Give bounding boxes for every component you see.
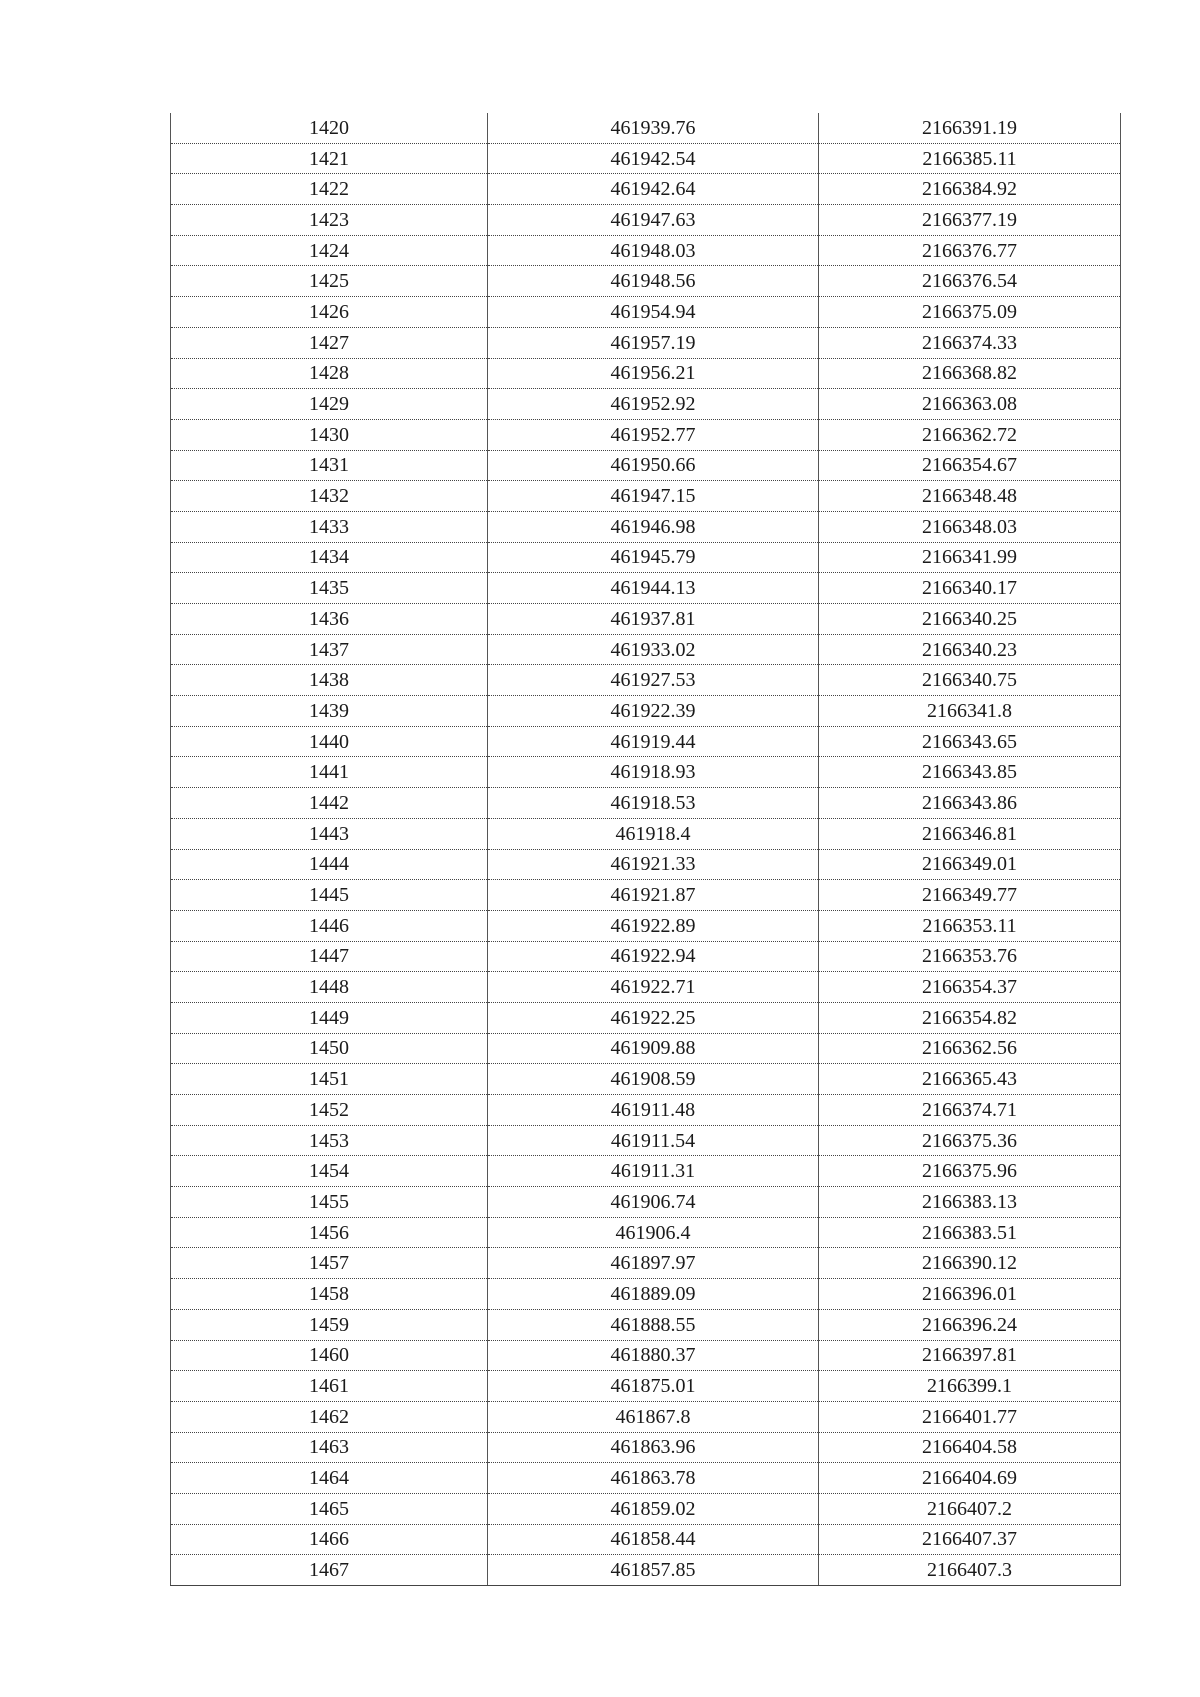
table-row bbox=[171, 113, 1121, 143]
y-coordinate-cell: 2166354.67 bbox=[819, 450, 1121, 481]
x-coordinate-cell: 461922.89 bbox=[488, 910, 819, 941]
y-coordinate-cell: 2166375.36 bbox=[819, 1125, 1121, 1156]
table-row bbox=[171, 1493, 1121, 1524]
x-coordinate-cell: 461857.85 bbox=[488, 1555, 819, 1586]
y-coordinate-cell: 2166346.81 bbox=[819, 818, 1121, 849]
point-number-cell: 1420 bbox=[171, 113, 488, 143]
table-row bbox=[171, 327, 1121, 358]
y-coordinate-cell: 2166376.54 bbox=[819, 266, 1121, 297]
point-number-cell: 1432 bbox=[171, 481, 488, 512]
x-coordinate-cell: 461922.25 bbox=[488, 1002, 819, 1033]
x-coordinate-cell: 461897.97 bbox=[488, 1248, 819, 1279]
point-number-cell: 1443 bbox=[171, 818, 488, 849]
point-number-cell: 1430 bbox=[171, 419, 488, 450]
x-coordinate-cell: 461889.09 bbox=[488, 1279, 819, 1310]
y-coordinate-cell: 2166349.01 bbox=[819, 849, 1121, 880]
table-row bbox=[171, 1432, 1121, 1463]
y-coordinate-cell: 2166343.85 bbox=[819, 757, 1121, 788]
point-number-cell: 1447 bbox=[171, 941, 488, 972]
y-coordinate-cell: 2166348.48 bbox=[819, 481, 1121, 512]
y-coordinate-cell: 2166353.11 bbox=[819, 910, 1121, 941]
point-number-cell: 1421 bbox=[171, 143, 488, 174]
x-coordinate-cell: 461918.4 bbox=[488, 818, 819, 849]
table-row bbox=[171, 910, 1121, 941]
x-coordinate-cell: 461922.94 bbox=[488, 941, 819, 972]
y-coordinate-cell: 2166390.12 bbox=[819, 1248, 1121, 1279]
y-coordinate-cell: 2166407.37 bbox=[819, 1524, 1121, 1555]
y-coordinate-cell: 2166340.23 bbox=[819, 634, 1121, 665]
table-row bbox=[171, 297, 1121, 328]
x-coordinate-cell: 461957.19 bbox=[488, 327, 819, 358]
x-coordinate-cell: 461952.77 bbox=[488, 419, 819, 450]
point-number-cell: 1435 bbox=[171, 573, 488, 604]
point-number-cell: 1457 bbox=[171, 1248, 488, 1279]
table-row bbox=[171, 1156, 1121, 1187]
coordinate-table-body bbox=[171, 113, 1121, 1586]
x-coordinate-cell: 461945.79 bbox=[488, 542, 819, 573]
x-coordinate-cell: 461922.71 bbox=[488, 972, 819, 1003]
point-number-cell: 1452 bbox=[171, 1095, 488, 1126]
y-coordinate-cell: 2166407.3 bbox=[819, 1555, 1121, 1586]
table-row bbox=[171, 1279, 1121, 1310]
point-number-cell: 1422 bbox=[171, 174, 488, 205]
table-row bbox=[171, 1002, 1121, 1033]
x-coordinate-cell: 461921.87 bbox=[488, 880, 819, 911]
point-number-cell: 1428 bbox=[171, 358, 488, 389]
y-coordinate-cell: 2166399.1 bbox=[819, 1371, 1121, 1402]
x-coordinate-cell: 461863.96 bbox=[488, 1432, 819, 1463]
y-coordinate-cell: 2166383.13 bbox=[819, 1187, 1121, 1218]
table-row bbox=[171, 511, 1121, 542]
x-coordinate-cell: 461858.44 bbox=[488, 1524, 819, 1555]
y-coordinate-cell: 2166391.19 bbox=[819, 113, 1121, 143]
point-number-cell: 1467 bbox=[171, 1555, 488, 1586]
point-number-cell: 1441 bbox=[171, 757, 488, 788]
x-coordinate-cell: 461918.53 bbox=[488, 788, 819, 819]
y-coordinate-cell: 2166374.71 bbox=[819, 1095, 1121, 1126]
x-coordinate-cell: 461919.44 bbox=[488, 726, 819, 757]
table-row bbox=[171, 143, 1121, 174]
y-coordinate-cell: 2166340.25 bbox=[819, 604, 1121, 635]
table-row bbox=[171, 1248, 1121, 1279]
x-coordinate-cell: 461933.02 bbox=[488, 634, 819, 665]
table-row bbox=[171, 1371, 1121, 1402]
y-coordinate-cell: 2166362.72 bbox=[819, 419, 1121, 450]
point-number-cell: 1458 bbox=[171, 1279, 488, 1310]
x-coordinate-cell: 461911.48 bbox=[488, 1095, 819, 1126]
x-coordinate-cell: 461942.64 bbox=[488, 174, 819, 205]
point-number-cell: 1451 bbox=[171, 1064, 488, 1095]
table-row bbox=[171, 1033, 1121, 1064]
point-number-cell: 1424 bbox=[171, 235, 488, 266]
point-number-cell: 1453 bbox=[171, 1125, 488, 1156]
y-coordinate-cell: 2166341.8 bbox=[819, 696, 1121, 727]
point-number-cell: 1459 bbox=[171, 1309, 488, 1340]
table-row bbox=[171, 419, 1121, 450]
table-row bbox=[171, 1095, 1121, 1126]
table-row bbox=[171, 849, 1121, 880]
table-row bbox=[171, 450, 1121, 481]
point-number-cell: 1450 bbox=[171, 1033, 488, 1064]
point-number-cell: 1464 bbox=[171, 1463, 488, 1494]
table-row bbox=[171, 1401, 1121, 1432]
table-row bbox=[171, 604, 1121, 635]
x-coordinate-cell: 461918.93 bbox=[488, 757, 819, 788]
y-coordinate-cell: 2166348.03 bbox=[819, 511, 1121, 542]
y-coordinate-cell: 2166396.01 bbox=[819, 1279, 1121, 1310]
y-coordinate-cell: 2166385.11 bbox=[819, 143, 1121, 174]
y-coordinate-cell: 2166353.76 bbox=[819, 941, 1121, 972]
point-number-cell: 1425 bbox=[171, 266, 488, 297]
point-number-cell: 1433 bbox=[171, 511, 488, 542]
table-row bbox=[171, 665, 1121, 696]
table-row bbox=[171, 235, 1121, 266]
table-row bbox=[171, 481, 1121, 512]
table-row bbox=[171, 389, 1121, 420]
table-row bbox=[171, 1555, 1121, 1586]
x-coordinate-cell: 461939.76 bbox=[488, 113, 819, 143]
table-row bbox=[171, 266, 1121, 297]
x-coordinate-cell: 461908.59 bbox=[488, 1064, 819, 1095]
table-row bbox=[171, 1340, 1121, 1371]
y-coordinate-cell: 2166349.77 bbox=[819, 880, 1121, 911]
point-number-cell: 1436 bbox=[171, 604, 488, 635]
y-coordinate-cell: 2166343.65 bbox=[819, 726, 1121, 757]
point-number-cell: 1460 bbox=[171, 1340, 488, 1371]
x-coordinate-cell: 461906.4 bbox=[488, 1217, 819, 1248]
y-coordinate-cell: 2166354.82 bbox=[819, 1002, 1121, 1033]
y-coordinate-cell: 2166401.77 bbox=[819, 1401, 1121, 1432]
point-number-cell: 1465 bbox=[171, 1493, 488, 1524]
y-coordinate-cell: 2166368.82 bbox=[819, 358, 1121, 389]
y-coordinate-cell: 2166376.77 bbox=[819, 235, 1121, 266]
y-coordinate-cell: 2166343.86 bbox=[819, 788, 1121, 819]
y-coordinate-cell: 2166375.09 bbox=[819, 297, 1121, 328]
point-number-cell: 1440 bbox=[171, 726, 488, 757]
y-coordinate-cell: 2166362.56 bbox=[819, 1033, 1121, 1064]
x-coordinate-cell: 461952.92 bbox=[488, 389, 819, 420]
table-row bbox=[171, 757, 1121, 788]
point-number-cell: 1427 bbox=[171, 327, 488, 358]
table-row bbox=[171, 818, 1121, 849]
table-row bbox=[171, 941, 1121, 972]
point-number-cell: 1442 bbox=[171, 788, 488, 819]
table-row bbox=[171, 696, 1121, 727]
table-row bbox=[171, 573, 1121, 604]
x-coordinate-cell: 461875.01 bbox=[488, 1371, 819, 1402]
point-number-cell: 1463 bbox=[171, 1432, 488, 1463]
x-coordinate-cell: 461946.98 bbox=[488, 511, 819, 542]
point-number-cell: 1426 bbox=[171, 297, 488, 328]
table-row bbox=[171, 634, 1121, 665]
y-coordinate-cell: 2166340.17 bbox=[819, 573, 1121, 604]
table-row bbox=[171, 358, 1121, 389]
y-coordinate-cell: 2166341.99 bbox=[819, 542, 1121, 573]
y-coordinate-cell: 2166397.81 bbox=[819, 1340, 1121, 1371]
point-number-cell: 1437 bbox=[171, 634, 488, 665]
x-coordinate-cell: 461922.39 bbox=[488, 696, 819, 727]
x-coordinate-cell: 461948.56 bbox=[488, 266, 819, 297]
table-row bbox=[171, 205, 1121, 236]
x-coordinate-cell: 461888.55 bbox=[488, 1309, 819, 1340]
point-number-cell: 1438 bbox=[171, 665, 488, 696]
table-row bbox=[171, 1064, 1121, 1095]
y-coordinate-cell: 2166407.2 bbox=[819, 1493, 1121, 1524]
y-coordinate-cell: 2166354.37 bbox=[819, 972, 1121, 1003]
point-number-cell: 1444 bbox=[171, 849, 488, 880]
table-row bbox=[171, 726, 1121, 757]
point-number-cell: 1445 bbox=[171, 880, 488, 911]
table-row bbox=[171, 1187, 1121, 1218]
point-number-cell: 1423 bbox=[171, 205, 488, 236]
y-coordinate-cell: 2166340.75 bbox=[819, 665, 1121, 696]
x-coordinate-cell: 461947.63 bbox=[488, 205, 819, 236]
y-coordinate-cell: 2166384.92 bbox=[819, 174, 1121, 205]
point-number-cell: 1448 bbox=[171, 972, 488, 1003]
x-coordinate-cell: 461867.8 bbox=[488, 1401, 819, 1432]
coordinate-table bbox=[170, 113, 1121, 1586]
x-coordinate-cell: 461947.15 bbox=[488, 481, 819, 512]
x-coordinate-cell: 461880.37 bbox=[488, 1340, 819, 1371]
y-coordinate-cell: 2166404.58 bbox=[819, 1432, 1121, 1463]
point-number-cell: 1446 bbox=[171, 910, 488, 941]
x-coordinate-cell: 461956.21 bbox=[488, 358, 819, 389]
y-coordinate-cell: 2166396.24 bbox=[819, 1309, 1121, 1340]
x-coordinate-cell: 461906.74 bbox=[488, 1187, 819, 1218]
table-row bbox=[171, 788, 1121, 819]
x-coordinate-cell: 461954.94 bbox=[488, 297, 819, 328]
x-coordinate-cell: 461911.54 bbox=[488, 1125, 819, 1156]
point-number-cell: 1455 bbox=[171, 1187, 488, 1218]
x-coordinate-cell: 461911.31 bbox=[488, 1156, 819, 1187]
x-coordinate-cell: 461909.88 bbox=[488, 1033, 819, 1064]
point-number-cell: 1466 bbox=[171, 1524, 488, 1555]
table-row bbox=[171, 1524, 1121, 1555]
x-coordinate-cell: 461948.03 bbox=[488, 235, 819, 266]
y-coordinate-cell: 2166365.43 bbox=[819, 1064, 1121, 1095]
x-coordinate-cell: 461944.13 bbox=[488, 573, 819, 604]
x-coordinate-cell: 461921.33 bbox=[488, 849, 819, 880]
x-coordinate-cell: 461859.02 bbox=[488, 1493, 819, 1524]
y-coordinate-cell: 2166375.96 bbox=[819, 1156, 1121, 1187]
table-row bbox=[171, 1217, 1121, 1248]
y-coordinate-cell: 2166377.19 bbox=[819, 205, 1121, 236]
y-coordinate-cell: 2166404.69 bbox=[819, 1463, 1121, 1494]
y-coordinate-cell: 2166374.33 bbox=[819, 327, 1121, 358]
point-number-cell: 1456 bbox=[171, 1217, 488, 1248]
point-number-cell: 1429 bbox=[171, 389, 488, 420]
table-row bbox=[171, 1463, 1121, 1494]
y-coordinate-cell: 2166383.51 bbox=[819, 1217, 1121, 1248]
table-row bbox=[171, 542, 1121, 573]
table-row bbox=[171, 972, 1121, 1003]
table-row bbox=[171, 1125, 1121, 1156]
point-number-cell: 1461 bbox=[171, 1371, 488, 1402]
point-number-cell: 1462 bbox=[171, 1401, 488, 1432]
point-number-cell: 1431 bbox=[171, 450, 488, 481]
point-number-cell: 1434 bbox=[171, 542, 488, 573]
table-row bbox=[171, 880, 1121, 911]
y-coordinate-cell: 2166363.08 bbox=[819, 389, 1121, 420]
x-coordinate-cell: 461950.66 bbox=[488, 450, 819, 481]
table-row bbox=[171, 174, 1121, 205]
point-number-cell: 1449 bbox=[171, 1002, 488, 1033]
table-row bbox=[171, 1309, 1121, 1340]
x-coordinate-cell: 461942.54 bbox=[488, 143, 819, 174]
point-number-cell: 1439 bbox=[171, 696, 488, 727]
x-coordinate-cell: 461927.53 bbox=[488, 665, 819, 696]
x-coordinate-cell: 461937.81 bbox=[488, 604, 819, 635]
point-number-cell: 1454 bbox=[171, 1156, 488, 1187]
x-coordinate-cell: 461863.78 bbox=[488, 1463, 819, 1494]
